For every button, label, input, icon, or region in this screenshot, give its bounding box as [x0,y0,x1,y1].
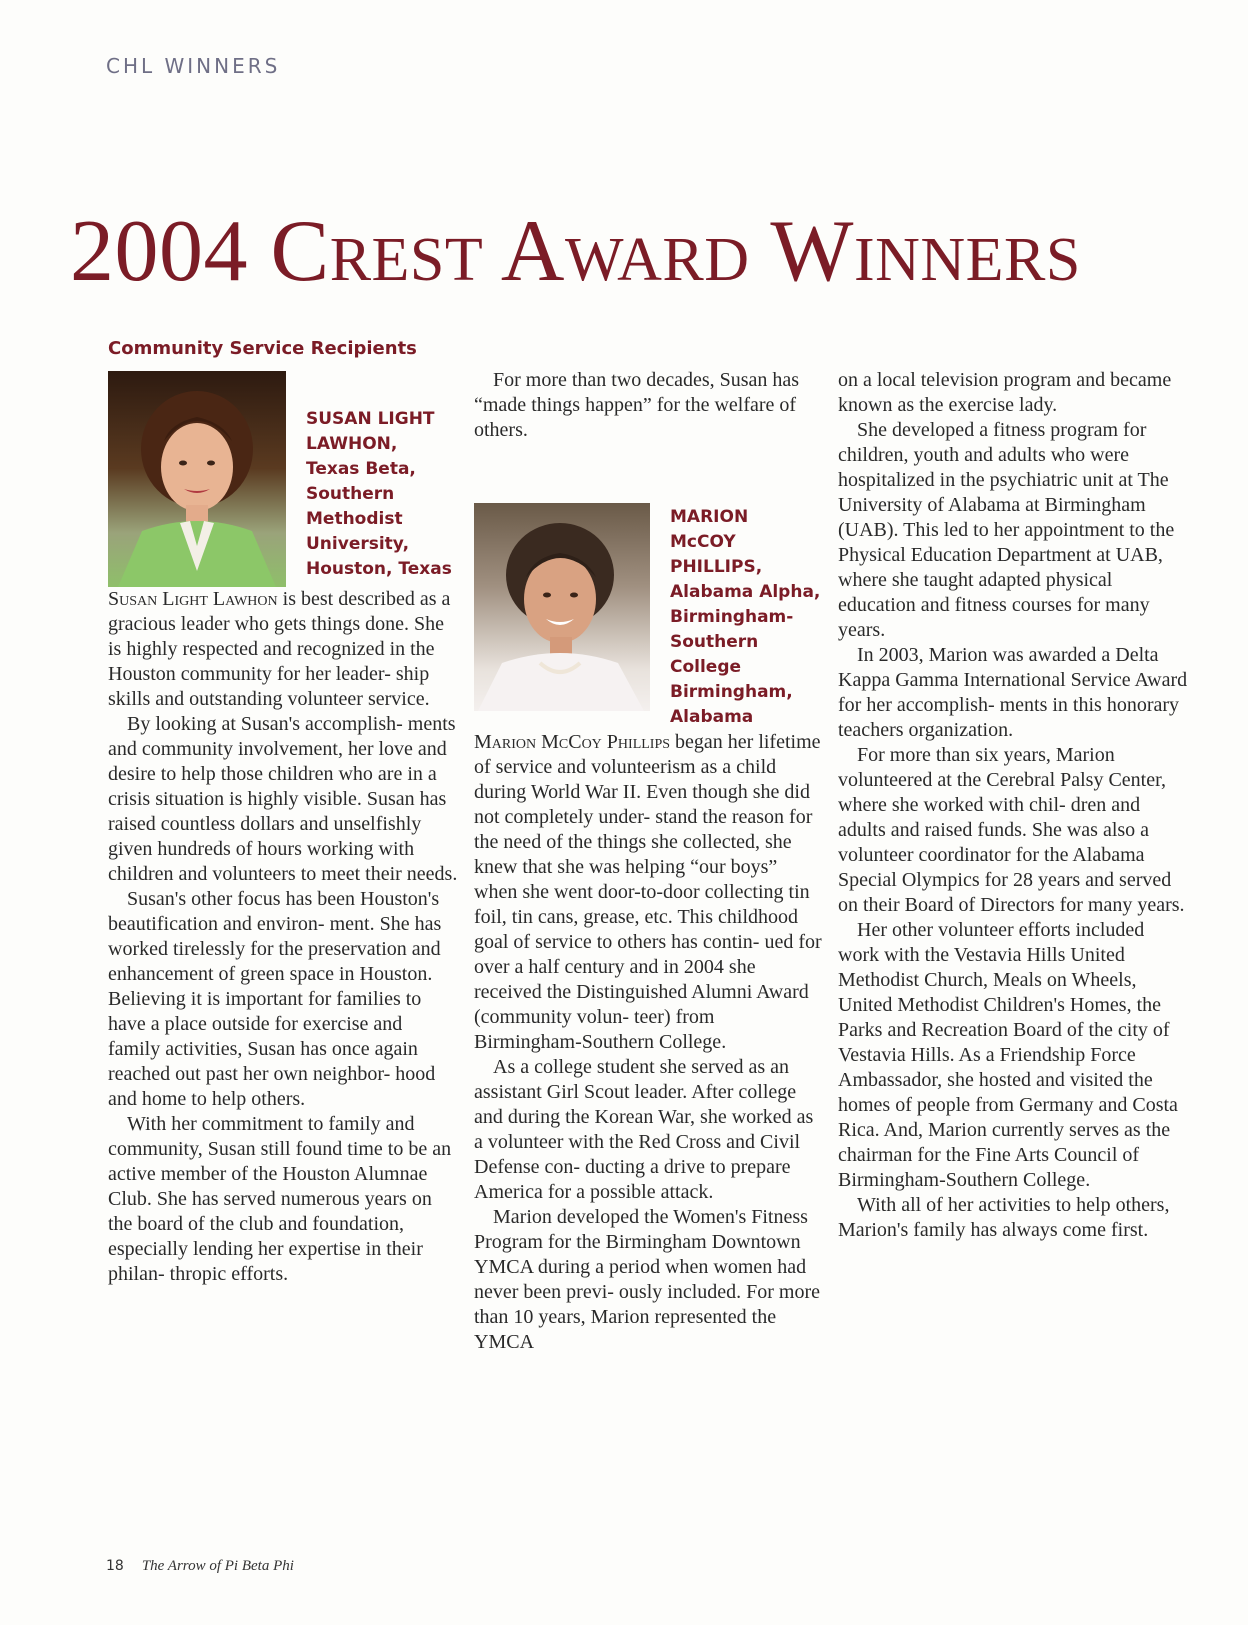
continued-paragraph: on a local television program and became known as the exercise lady. [838,369,1172,416]
caption-line: Methodist [306,509,403,529]
body-paragraph: With her commitment to family and community, Susan still found time to be an active member of the Houston Alumnae Club. She has served numerous years on the board of the club and foundation, especially lending her expertise in their philan- thropic efforts. [108,1113,452,1285]
caption-line: Southern [306,484,395,504]
caption-line: SUSAN LIGHT [306,409,435,429]
susan-lead-paragraph [108,587,458,712]
caption-line: Texas Beta, [306,459,416,479]
caption-line: McCOY [670,532,736,552]
body-paragraph: Susan's other focus has been Houston's beautification and environ- ment. She has worked tirelessly for the preservation and enhancement of green space in Houston. Believing it is important for families to have a place outside for exercise and family activities, Susan has once again reached out past her own neighbor- hood and home to help others. [108,888,442,1110]
marion-portrait-art [474,503,650,711]
body-paragraph: She developed a fitness program for children, youth and adults who were hospitalized in the psychiatric unit at The University of Alabama at Birmingham (UAB). This led to her appointment to the Physical Education Department at UAB, where she taught adapted physical education and fitness courses for many years. [838,419,1175,641]
caption-line: University, [306,534,410,554]
caption-line: Alabama [670,707,754,727]
marion-lead-text: began her lifetime of service and volunteerism as a child during World War II. Even though she did not completely under- stand the reason for the need of the things she collected, she knew that she was helping “our boys” when she went door-to-door collecting tin foil, tin cans, grease, etc. This childhood goal of service to others has contin- ued for over a half century and in 2004 she received the Distinguished Alumni Award (community volun- teer) from Birmingham-Southern College. [474,731,822,1053]
section-label: CHL WINNERS [106,54,281,78]
susan-portrait-art [108,371,286,587]
body-paragraph: With all of her activities to help others, Marion's family has always come first. [838,1194,1170,1241]
article-column-1 [108,336,458,1287]
publication-name: The Arrow of Pi Beta Phi [141,1558,294,1574]
susan-caption [306,371,452,587]
body-paragraph: Marion developed the Women's Fitness Program for the Birmingham Downtown YMCA during a period when women had never been previ- ously included. For more than 10 years, Marion represented the YMCA [474,1206,821,1353]
profile-susan [108,371,458,587]
body-paragraph: In 2003, Marion was awarded a Delta Kappa Gamma International Service Award for her accomplish- ments in this honorary teachers organization. [838,644,1188,741]
subheading: Community Service Recipients [108,338,417,359]
page-number: 18 [106,1558,124,1574]
marion-caption [670,503,820,730]
marion-lead-name: Marion McCoy Phillips [474,731,671,753]
caption-line: PHILLIPS, [670,557,763,577]
body-paragraph: For more than six years, Marion volunteered at the Cerebral Palsy Center, where she worked with chil- dren and adults and raised funds. She was also a volunteer coordinator for the Alabama Special Olympics for 28 years and served on their Board of Directors for many years. [838,744,1185,916]
caption-line: College [670,657,742,677]
caption-line: Houston, Texas [306,559,452,579]
body-paragraph: For more than two decades, Susan has “made things happen” for the welfare of others. [474,369,800,441]
susan-lead-name: Susan Light Lawhon [108,588,278,610]
caption-line: MARION [670,507,749,527]
article-column-2 [474,368,824,1355]
caption-line: Alabama Alpha, [670,582,821,602]
marion-portrait [474,503,650,711]
susan-lead-text: is best described as a gracious leader who gets things done. She is highly respected and recognized in the Houston community for her leader- ship skills and outstanding volunteer service. [108,588,451,710]
page-footer [106,1558,294,1575]
caption-line: Birmingham, [670,682,793,702]
caption-line: Southern [670,632,759,652]
profile-marion [474,503,824,730]
body-paragraph: Her other volunteer efforts included work with the Vestavia Hills United Methodist Church, Meals on Wheels, United Methodist Children's Homes, the Parks and Recreation Board of the city of Vestavia Hills. As a Friendship Force Ambassador, she hosted and visited the homes of people from Germany and Costa Rica. And, Marion currently serves as the chairman for the Fine Arts Council of Birmingham-Southern College. [838,919,1178,1191]
caption-line: LAWHON, [306,434,398,454]
article-column-3 [838,368,1188,1243]
marion-lead-paragraph [474,730,824,1055]
page-title: 2004 Crest Award Winners [70,203,1081,300]
caption-line: Birmingham- [670,607,794,627]
body-paragraph: As a college student she served as an assistant Girl Scout leader. After college and during the Korean War, she worked as a volunteer with the Red Cross and Civil Defense con- ducting a drive to prepare America for a possible attack. [474,1056,814,1203]
spacer [474,443,824,503]
body-paragraph: By looking at Susan's accomplish- ments and community involvement, her love and desire to help those children who are in a crisis situation is highly visible. Susan has raised countless dollars and unselfishly given hundreds of hours working with children and volunteers to meet their needs. [108,713,458,885]
susan-portrait [108,371,286,587]
